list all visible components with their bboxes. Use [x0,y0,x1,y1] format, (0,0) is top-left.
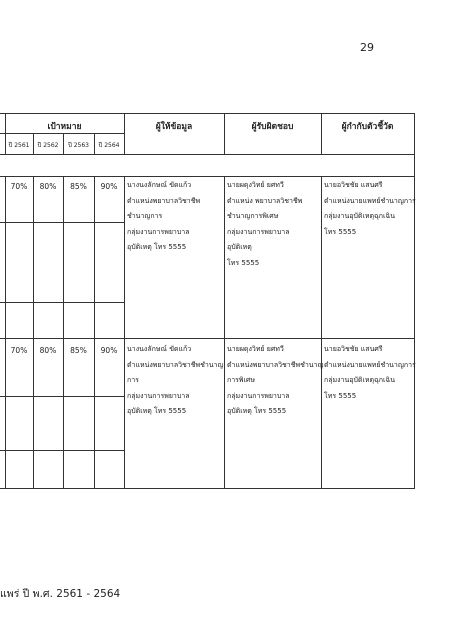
provider-position: ตำแหน่งพยาบาลวิชาชีพชำนาญ [127,360,224,369]
table-border-right [414,113,415,489]
responsible-position-cont: ชำนาญการพิเศษ [227,212,279,220]
provider-contact: อุบัติเหตุ โทร 5555 [127,407,187,415]
provider-department: กลุ่มงานการพยาบาล [127,391,190,400]
page-footer: แพร่ ปี พ.ศ. 2561 - 2564 [0,588,121,600]
table-column-line [321,176,322,489]
target-value: 90% [100,346,118,355]
target-value: 80% [39,182,57,191]
table-row-divider [0,396,124,397]
table-column-line [124,176,125,489]
header-supervisor: ผู้กำกับตัวชี้วัด [341,122,394,132]
provider-cell [127,342,223,420]
supervisor-department: กลุ่มงานอุบัติเหตุฉุกเฉิน [324,212,395,220]
page-number: 29 [360,41,374,54]
responsible-department: กลุ่มงานการพยาบาล [227,227,290,236]
target-value: 90% [100,182,118,191]
table-border-top [0,113,414,114]
provider-position-cont: การ [127,376,139,384]
responsible-department-cont: อุบัติเหตุ [227,243,252,251]
supervisor-position: ตำแหน่งนายแพทย์ชำนาญการ [324,196,416,205]
provider-department: กลุ่มงานการพยาบาล [127,227,190,236]
target-value: 85% [70,182,87,191]
header-year: ปี 2564 [98,142,120,149]
header-provider: ผู้ให้ข้อมูล [155,122,193,132]
target-value: 85% [70,346,87,355]
table-header-bottom [0,154,414,155]
responsible-position-cont: การพิเศษ [227,376,255,384]
table-column-line [94,176,95,489]
provider-name: นางนงลักษณ์ ขัดแก้ว [127,345,192,353]
responsible-name: นายผดุงวิทย์ ยศทวี [227,345,284,353]
header-responsible: ผู้รับผิดชอบ [251,122,294,132]
responsible-position: ตำแหน่งพยาบาลวิชาชีพชำนาญ [227,360,324,369]
table-row-divider [0,450,124,451]
supervisor-contact: โทร 5555 [324,227,357,236]
supervisor-department: กลุ่มงานอุบัติเหตุฉุกเฉิน [324,376,395,384]
supervisor-position: ตำแหน่งนายแพทย์ชำนาญการ [324,360,416,369]
target-value: 70% [10,182,28,191]
responsible-position: ตำแหน่ง พยาบาลวิชาชีพ [227,196,303,205]
supervisor-cell [324,178,416,240]
responsible-contact: อุบัติเหตุ โทร 5555 [227,407,287,415]
table-column-line [224,176,225,489]
table-row-divider [0,302,124,303]
target-value: 80% [39,346,57,355]
table-header-divider [0,133,124,134]
supervisor-name: นายอวิชชัย แสนศรี [324,345,383,353]
table-row-divider [0,222,124,223]
provider-position: ตำแหน่งพยาบาลวิชาชีพ [127,196,201,205]
responsible-cell [227,342,323,420]
supervisor-cell [324,342,416,404]
header-target: เป้าหมาย [47,122,82,132]
provider-position-cont: ชำนาญการ [127,212,163,220]
responsible-cell [227,178,302,271]
header-year: ปี 2562 [37,142,59,149]
provider-cell [127,178,200,256]
provider-contact: อุบัติเหตุ โทร 5555 [127,243,187,251]
supervisor-contact: โทร 5555 [324,391,357,400]
header-year: ปี 2563 [68,142,89,149]
table-column-line [5,176,6,489]
responsible-contact: โทร 5555 [227,258,260,267]
table-column-line [63,176,64,489]
header-year: ปี 2561 [8,142,30,149]
responsible-name: นายผดุงวิทย์ ยศทวี [227,181,284,189]
provider-name: นางนงลักษณ์ ขัดแก้ว [127,181,192,189]
responsible-department: กลุ่มงานการพยาบาล [227,391,290,400]
supervisor-name: นายอวิชชัย แสนศรี [324,181,383,189]
target-value: 70% [10,346,28,355]
table-column-line [33,176,34,489]
